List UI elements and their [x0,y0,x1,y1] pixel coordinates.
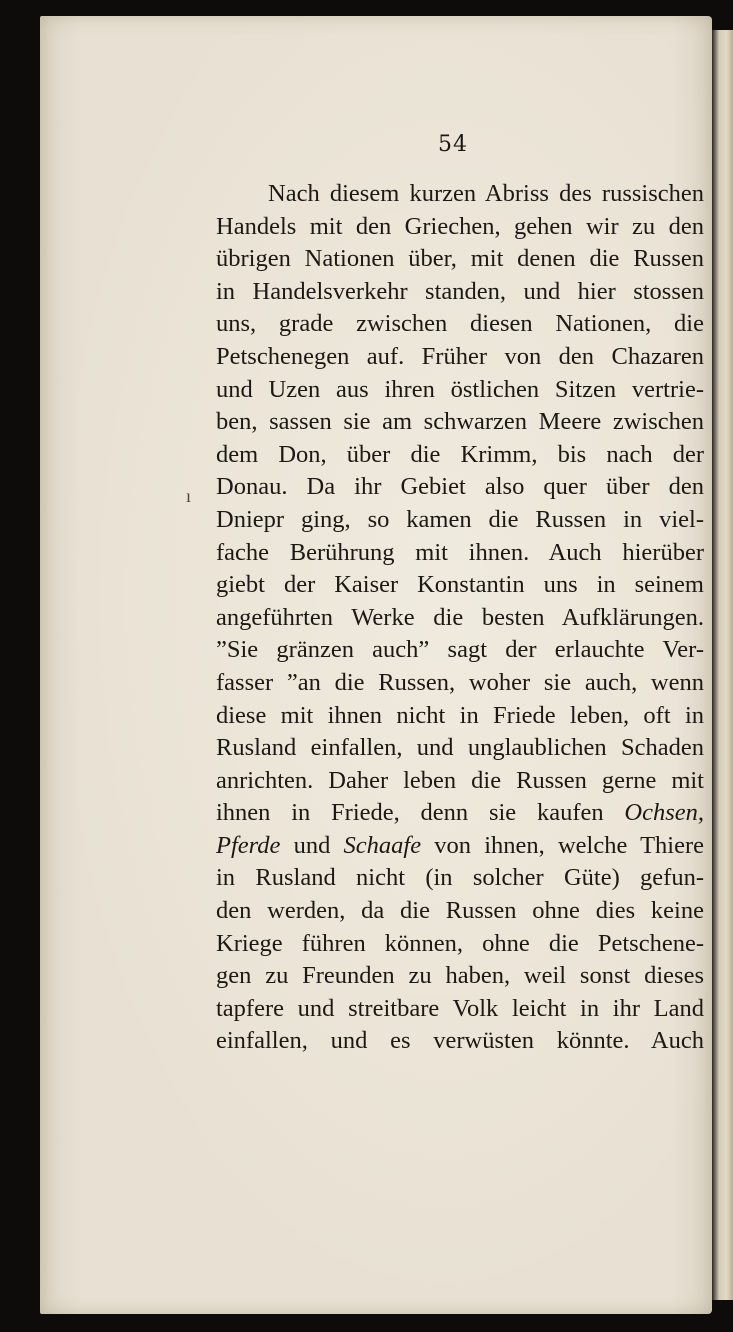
text-segment: Kriege führen können, ohne die Petschene- [216,929,704,957]
italic-text: Schaafe [343,831,422,859]
text-segment: und [280,831,344,859]
text-segment: Petschenegen auf. Früher von den Chazaren [216,342,704,370]
text-segment: ihnen in Friede, denn sie kaufen [216,799,625,827]
text-segment: dem Don, über die Krimm, bis nach der [216,440,704,468]
text-line [216,700,704,733]
text-segment: in Rusland nicht (in solcher Güte) gefun- [216,864,704,892]
text-segment: ”Sie gränzen auch” sagt der erlauchte Ver- [216,636,704,664]
text-line [216,341,704,374]
text-line [216,471,704,504]
text-segment: giebt der Kaiser Konstantin uns in seinem [216,571,704,599]
text-segment: uns, grade zwischen diesen Nationen, die [216,310,704,338]
italic-text: Ochsen, [624,799,704,827]
text-line [216,830,704,863]
text-line [216,602,704,635]
text-segment: einfallen, und es verwüsten könnte. Auch [216,1027,704,1055]
text-segment: diese mit ihnen nicht in Friede leben, oft in [216,701,704,729]
text-segment: Handels mit den Griechen, gehen wir zu den [216,212,704,240]
text-segment: von ihnen, welche Thiere [421,831,704,859]
italic-text: Pferde [216,831,281,859]
text-line [216,634,704,667]
text-line [216,308,704,341]
text-segment: angeführten Werke die besten Aufklärungen. [216,603,704,631]
margin-mark: ı [186,486,192,506]
text-line [216,178,704,211]
text-line [216,243,704,276]
text-line [216,1025,704,1058]
text-line [216,537,704,570]
text-segment: Donau. Da ihr Gebiet also quer über den [216,473,704,501]
text-line [216,211,704,244]
text-line [216,569,704,602]
text-segment: Rusland einfallen, und unglaublichen Schaden [216,734,704,762]
text-line [216,276,704,309]
text-line [216,504,704,537]
text-segment: Dniepr ging, so kamen die Russen in viel- [216,505,704,533]
text-segment: den werden, da die Russen ohne dies keine [216,897,704,925]
text-line [216,765,704,798]
text-segment: fasser ”an die Russen, woher sie auch, wenn [216,668,704,696]
text-segment: in Handelsverkehr standen, und hier stossen [216,277,704,305]
text-line [216,993,704,1026]
text-line [216,374,704,407]
text-line [216,732,704,765]
text-segment: anrichten. Daher leben die Russen gerne mit [216,766,704,794]
text-line [216,895,704,928]
text-segment: Nach diesem kurzen Abriss des russischen [268,180,704,207]
next-page-edge [712,30,733,1300]
text-segment: und Uzen aus ihren östlichen Sitzen vertrie- [216,375,704,403]
text-segment: ben, sassen sie am schwarzen Meere zwischen [216,408,704,436]
text-segment: tapfere und streitbare Volk leicht in ihr Land [216,994,704,1022]
text-line [216,862,704,895]
text-segment: fache Berührung mit ihnen. Auch hierüber [216,538,704,566]
text-line [216,797,704,830]
text-segment: übrigen Nationen über, mit denen die Russen [216,245,704,273]
text-line [216,960,704,993]
text-segment: gen zu Freunden zu haben, weil sonst dieses [216,962,704,990]
text-line [216,667,704,700]
text-line [216,439,704,472]
page-number: 54 [438,132,468,157]
text-line [216,928,704,961]
body-text [216,178,704,1058]
text-line [216,406,704,439]
